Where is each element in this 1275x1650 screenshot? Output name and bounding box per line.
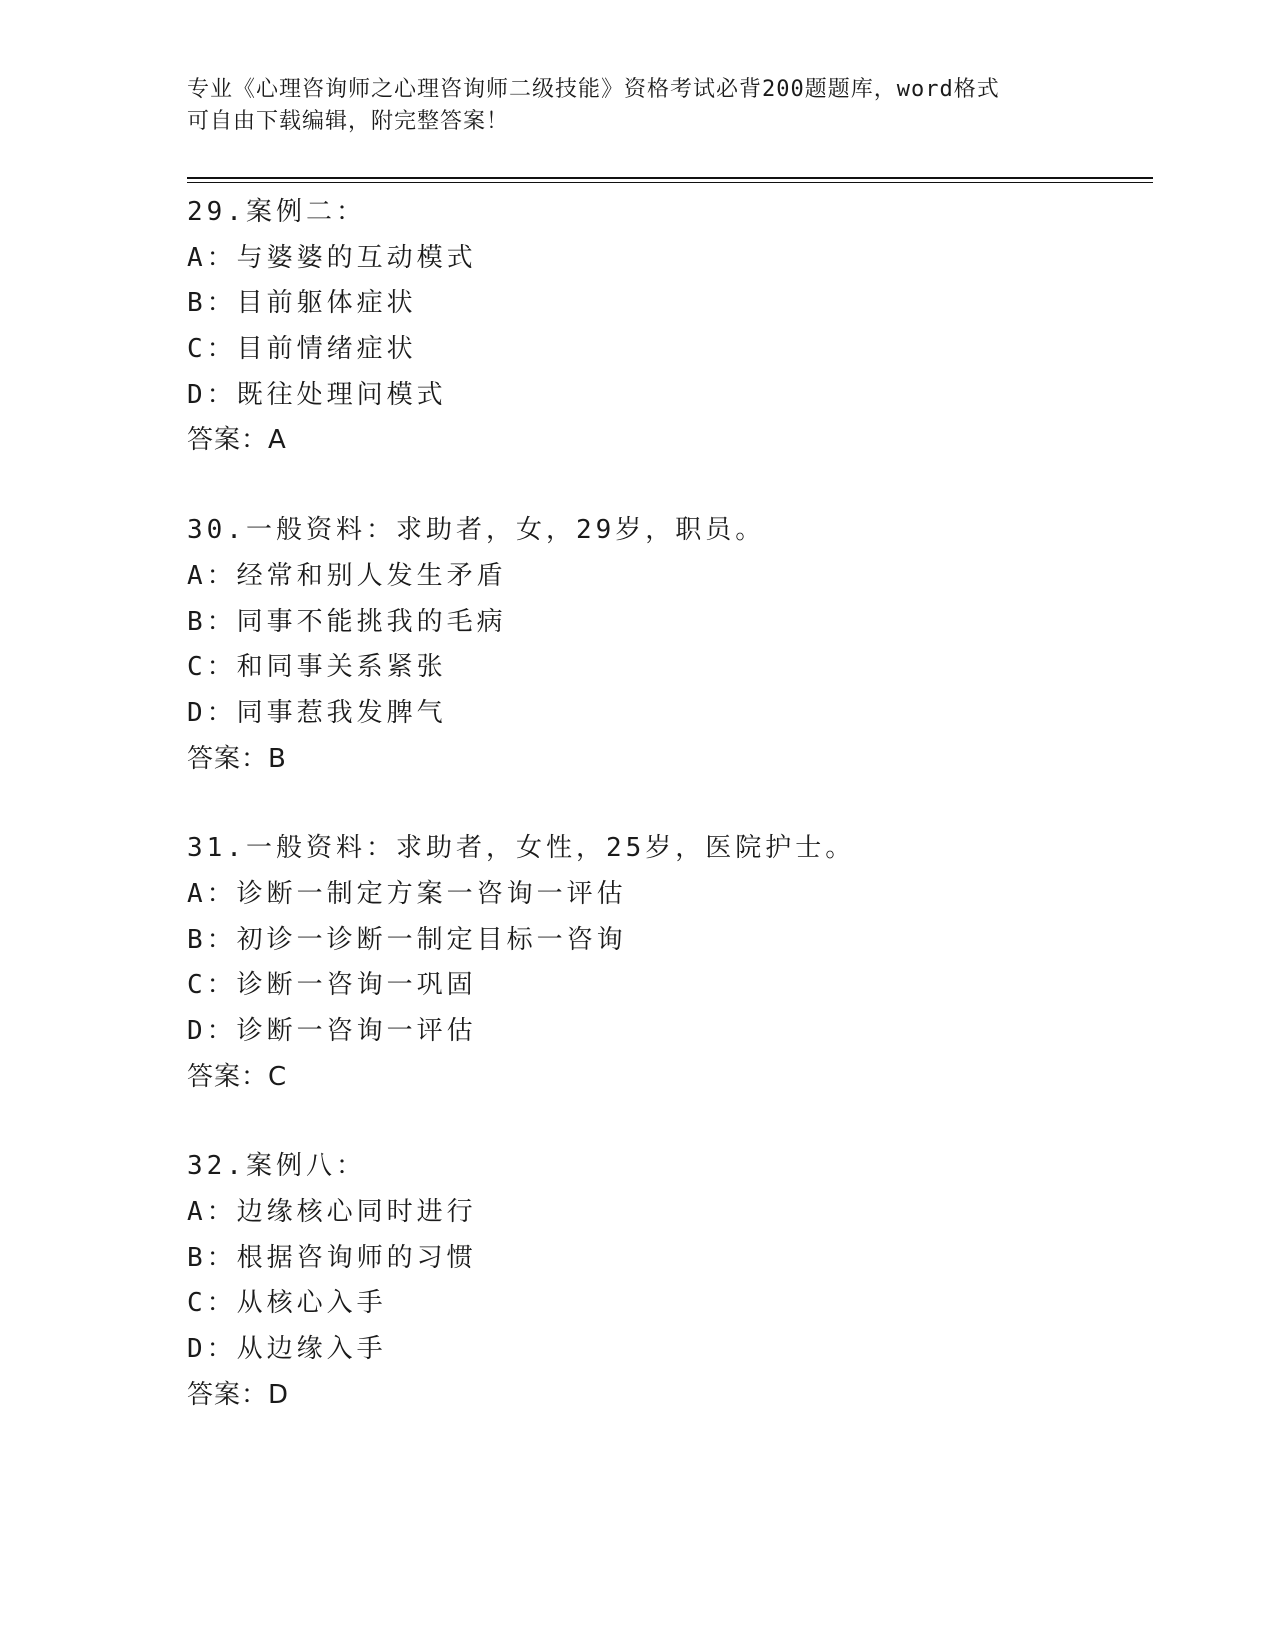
document-header [187, 74, 1087, 138]
answer-line: 答案：B [187, 743, 287, 774]
question-stem: 31.一般资料：求助者，女性，25岁，医院护士。 [187, 833, 856, 864]
header-divider-thick [187, 177, 1153, 179]
option-c: C：和同事关系紧张 [187, 652, 447, 683]
option-c: C：目前情绪症状 [187, 334, 417, 365]
question-stem: 30.一般资料：求助者，女，29岁，职员。 [187, 515, 766, 546]
option-d: D：同事惹我发脾气 [187, 697, 447, 728]
question-31 [187, 826, 1147, 1100]
answer-line: 答案：A [187, 425, 287, 456]
option-a: A：诊断一制定方案一咨询一评估 [187, 878, 627, 909]
option-c: C：诊断一咨询一巩固 [187, 970, 477, 1001]
question-stem: 32.案例八： [187, 1151, 366, 1182]
answer-line: 答案：C [187, 1061, 288, 1092]
option-d: D：从边缘入手 [187, 1334, 387, 1365]
option-d: D：既往处理问模式 [187, 379, 447, 410]
question-30 [187, 508, 1147, 782]
option-b: B：目前躯体症状 [187, 288, 417, 319]
question-29 [187, 190, 1147, 464]
option-a: A：边缘核心同时进行 [187, 1197, 477, 1228]
option-b: B：同事不能挑我的毛病 [187, 606, 507, 637]
question-list [187, 190, 1147, 1463]
header-line-2: 可自由下载编辑，附完整答案！ [187, 109, 510, 134]
question-32 [187, 1144, 1147, 1418]
option-d: D：诊断一咨询一评估 [187, 1016, 477, 1046]
question-stem: 29.案例二： [187, 197, 366, 227]
option-a: A：与婆婆的互动模式 [187, 242, 477, 273]
header-line-1: 专业《心理咨询师之心理咨询师二级技能》资格考试必背200题题库，word格式 [187, 77, 1000, 102]
option-c: C：从核心入手 [187, 1288, 387, 1319]
option-a: A：经常和别人发生矛盾 [187, 560, 507, 591]
header-divider-thin [187, 182, 1153, 183]
option-b: B：初诊一诊断一制定目标一咨询 [187, 924, 627, 955]
answer-line: 答案：D [187, 1379, 290, 1410]
option-b: B：根据咨询师的习惯 [187, 1242, 477, 1273]
